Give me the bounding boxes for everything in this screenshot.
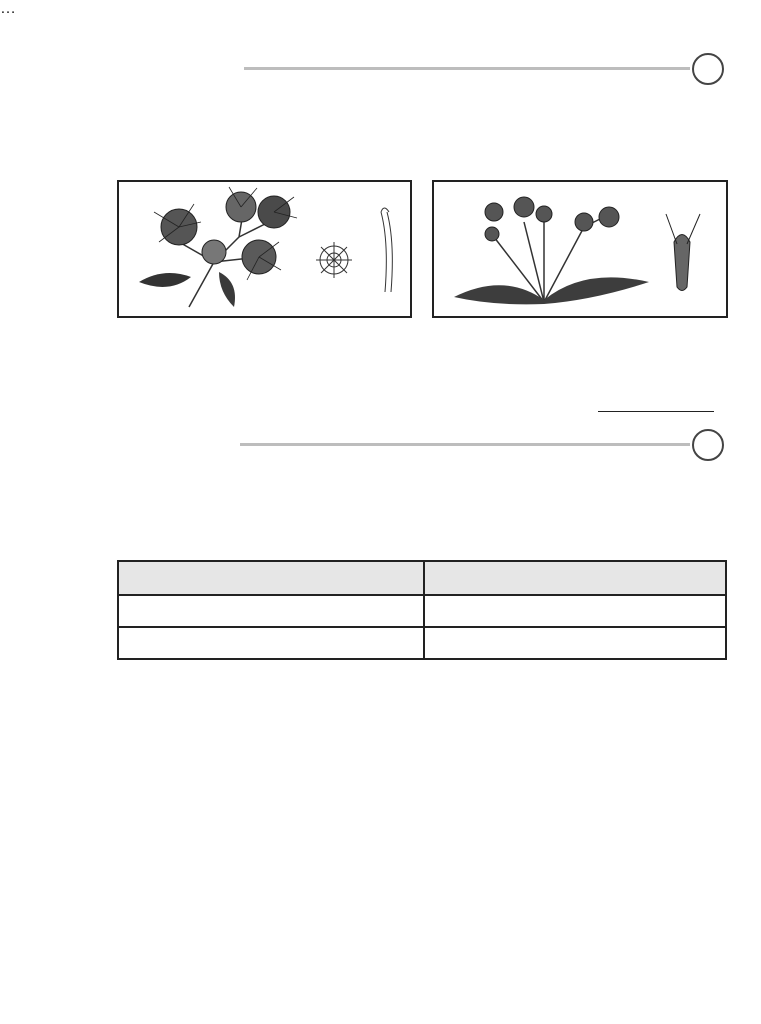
food-table bbox=[117, 560, 727, 659]
animal-answer-cell[interactable] bbox=[424, 595, 726, 627]
table-row bbox=[118, 627, 726, 659]
bidens-drawing bbox=[434, 182, 726, 316]
header-food bbox=[118, 561, 424, 595]
burdock-drawing bbox=[119, 182, 410, 316]
task3-answer-line[interactable] bbox=[598, 411, 714, 412]
table-header-row bbox=[118, 561, 726, 595]
burdock-picture[interactable] bbox=[117, 180, 412, 318]
task3-title-rule bbox=[244, 67, 690, 70]
header-animal-names bbox=[424, 561, 726, 595]
food-cell bbox=[118, 627, 424, 659]
task4-points-badge bbox=[692, 429, 724, 461]
animal-answer-cell[interactable] bbox=[424, 627, 726, 659]
task3-points-badge bbox=[692, 53, 724, 85]
task4-title-rule bbox=[240, 443, 690, 446]
bidens-picture[interactable] bbox=[432, 180, 728, 318]
table-row bbox=[118, 595, 726, 627]
food-cell bbox=[118, 595, 424, 627]
